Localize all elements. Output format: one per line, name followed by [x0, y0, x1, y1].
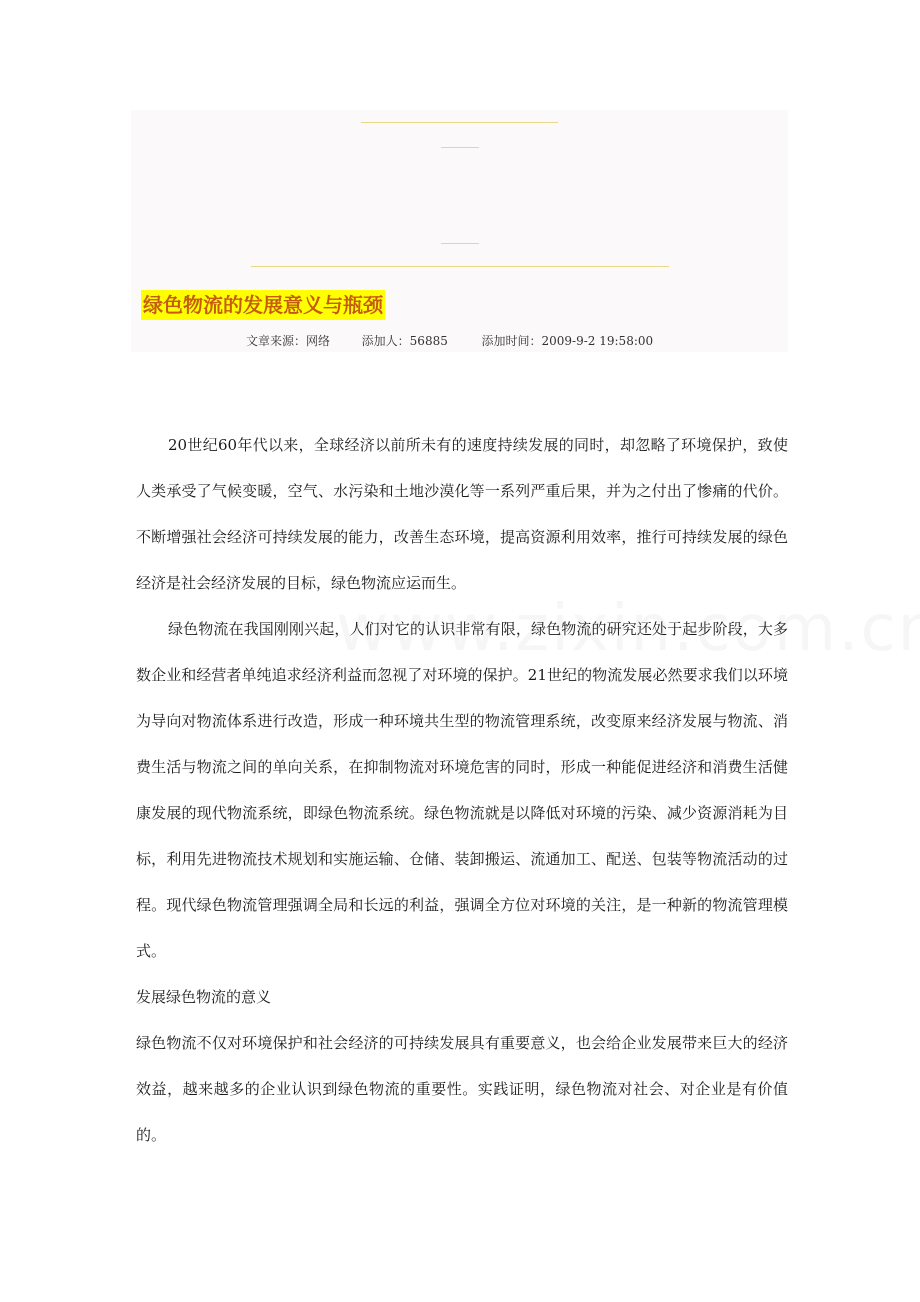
article-meta [246, 332, 653, 349]
article-body [136, 422, 788, 1158]
header-divider [441, 243, 479, 244]
article-title: 绿色物流的发展意义与瓶颈 [141, 290, 385, 320]
section-paragraph: 绿色物流不仅对环境保护和社会经济的可持续发展具有重要意义，也会给企业发展带来巨大的经济效益，越来越多的企业认识到绿色物流的重要性。实践证明，绿色物流对社会、对企业是有价值的。 [136, 1034, 788, 1144]
body-paragraph: 绿色物流在我国刚刚兴起，人们对它的认识非常有限，绿色物流的研究还处于起步阶段，大多数企业和经营者单纯追求经济利益而忽视了对环境的保护。21世纪的物流发展必然要求我们以环境为导向对物流体系进行改造，形成一种环境共生型的物流管理系统，改变原来经济发展与物流、消费生活与物流之间的单向关系，在抑制物流对环境危害的同时，形成一种能促进经济和消费生活健康发展的现代物流系统，即绿色物流系统。绿色物流就是以降低对环境的污染、减少资源消耗为目标，利用先进物流技术规划和实施运输、仓储、装卸搬运、流通加工、配送、包装等物流活动的过程。现代绿色物流管理强调全局和长远的利益，强调全方位对环境的关注，是一种新的物流管理模式。 [136, 620, 788, 960]
meta-author: 添加人：56885 [361, 334, 448, 348]
section-heading: 发展绿色物流的意义 [136, 988, 272, 1006]
meta-time: 添加时间：2009-9-2 19:58:00 [481, 334, 654, 348]
header-divider [251, 266, 669, 267]
body-paragraph: 20世纪60年代以来，全球经济以前所未有的速度持续发展的同时，却忽略了环境保护，致使人类承受了气候变暖，空气、水污染和土地沙漠化等一系列严重后果，并为之付出了惨痛的代价。不断增强社会经济可持续发展的能力，改善生态环境，提高资源利用效率，推行可持续发展的绿色经济是社会经济发展的目标，绿色物流应运而生。 [136, 436, 788, 592]
meta-source: 文章来源：网络 [246, 334, 331, 348]
header-divider [361, 122, 558, 123]
header-divider [441, 147, 479, 148]
